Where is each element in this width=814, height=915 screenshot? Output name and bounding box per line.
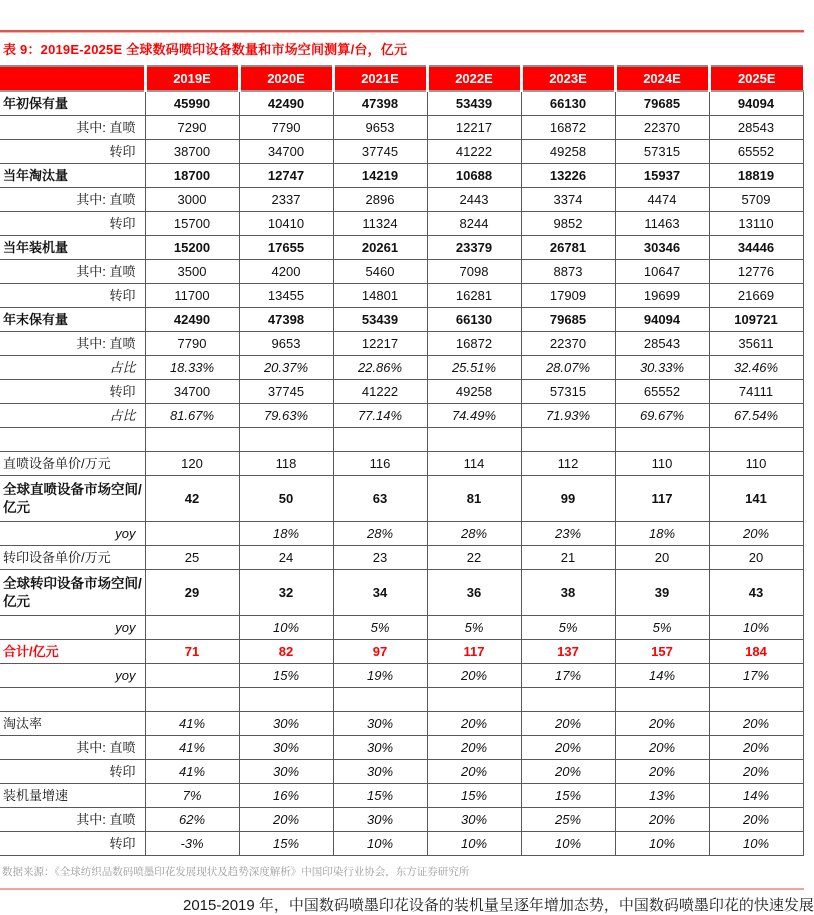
cell: 32 [239,570,333,616]
cell: 15% [333,784,427,808]
cell: 71 [145,640,239,664]
cell: 34 [333,570,427,616]
column-header: 2021E [333,66,427,91]
cell: 21 [521,546,615,570]
row-label: 转印 [0,140,145,164]
cell: 94094 [615,308,709,332]
cell: 28.07% [521,356,615,380]
cell: 13% [615,784,709,808]
cell: 30% [239,712,333,736]
cell: 10410 [239,212,333,236]
cell: 10% [239,616,333,640]
cell: 20 [615,546,709,570]
cell: 11463 [615,212,709,236]
cell: 65552 [615,380,709,404]
table-row [0,116,803,140]
cell: 10688 [427,164,521,188]
cell: 81 [427,476,521,522]
table-header-row [0,66,803,91]
row-label: 其中: 直喷 [0,260,145,284]
cell: 141 [709,476,803,522]
cell: 47398 [239,308,333,332]
table-row [0,308,803,332]
table-row [0,164,803,188]
table-row [0,452,803,476]
cell: 16872 [521,116,615,140]
cell: 2896 [333,188,427,212]
table-title: 表 9：2019E-2025E 全球数码喷印设备数量和市场空间测算/台，亿元 [3,42,408,57]
cell: 28% [333,522,427,546]
cell: 24 [239,546,333,570]
cell: 117 [615,476,709,522]
cell: 20% [709,522,803,546]
cell: 20% [615,736,709,760]
cell: 157 [615,640,709,664]
cell: 7790 [145,332,239,356]
cell: 117 [427,640,521,664]
cell: 30% [333,808,427,832]
cell: 3374 [521,188,615,212]
table-row [0,640,803,664]
table-row [0,570,803,616]
row-label: 转印 [0,760,145,784]
cell: 17909 [521,284,615,308]
cell: 5% [333,616,427,640]
row-label: 当年装机量 [0,236,145,260]
table-row [0,356,803,380]
cell: 26781 [521,236,615,260]
cell: 10% [333,832,427,856]
cell: -3% [145,832,239,856]
cell: 20% [615,808,709,832]
cell: 34700 [145,380,239,404]
table-row [0,476,803,522]
cell: 25% [521,808,615,832]
cell: 34700 [239,140,333,164]
cell: 23 [333,546,427,570]
row-label: yoy [0,664,145,688]
cell: 22370 [615,116,709,140]
cell: 50 [239,476,333,522]
cell: 5% [521,616,615,640]
cell: 9653 [333,116,427,140]
cell: 20% [709,808,803,832]
corner-cell [0,66,145,91]
cell: 15937 [615,164,709,188]
cell: 38 [521,570,615,616]
cell: 39 [615,570,709,616]
cell: 118 [239,452,333,476]
cell [615,428,709,452]
table-row [0,784,803,808]
cell: 20% [709,712,803,736]
cell [615,688,709,712]
cell: 137 [521,640,615,664]
cell: 13110 [709,212,803,236]
row-label [0,688,145,712]
cell: 20% [615,712,709,736]
table-row [0,760,803,784]
table-row [0,212,803,236]
table-row [0,284,803,308]
cell: 12217 [427,116,521,140]
cell [427,688,521,712]
cell: 17655 [239,236,333,260]
cell: 5709 [709,188,803,212]
cell: 4200 [239,260,333,284]
cell: 41222 [427,140,521,164]
cell: 71.93% [521,404,615,428]
column-header: 2019E [145,66,239,91]
cell: 69.67% [615,404,709,428]
cell: 20% [427,664,521,688]
cell: 20% [427,736,521,760]
source-note: 数据来源：《全球纺织品数码喷墨印花发展现状及趋势深度解析》中国印染行业协会，东方证券研究所 [2,866,470,878]
cell [145,688,239,712]
cell: 29 [145,570,239,616]
cell: 77.14% [333,404,427,428]
cell: 30% [333,760,427,784]
cell: 3000 [145,188,239,212]
row-label: yoy [0,616,145,640]
cell: 16281 [427,284,521,308]
cell: 30346 [615,236,709,260]
cell: 10647 [615,260,709,284]
cell: 12217 [333,332,427,356]
cell: 25.51% [427,356,521,380]
cell: 15% [239,664,333,688]
cell: 32.46% [709,356,803,380]
cell: 18819 [709,164,803,188]
cell: 5% [615,616,709,640]
cell: 53439 [333,308,427,332]
cell: 37745 [239,380,333,404]
table-row [0,712,803,736]
cell: 23379 [427,236,521,260]
cell: 42 [145,476,239,522]
cell: 42490 [145,308,239,332]
cell: 15200 [145,236,239,260]
row-label: 转印 [0,212,145,236]
row-label: 装机量增速 [0,784,145,808]
cell: 99 [521,476,615,522]
cell [145,616,239,640]
cell: 47398 [333,91,427,116]
cell: 66130 [521,91,615,116]
cell: 13226 [521,164,615,188]
cell: 13455 [239,284,333,308]
row-label: 其中: 直喷 [0,736,145,760]
table-row [0,236,803,260]
cell: 15% [427,784,521,808]
cell [239,428,333,452]
cell: 114 [427,452,521,476]
cell: 7098 [427,260,521,284]
cell: 20% [427,712,521,736]
cell [145,428,239,452]
table-row [0,664,803,688]
column-header: 2024E [615,66,709,91]
row-label: 当年淘汰量 [0,164,145,188]
report-page [0,30,814,914]
cell: 7790 [239,116,333,140]
cell: 2337 [239,188,333,212]
cell: 23% [521,522,615,546]
cell: 35611 [709,332,803,356]
cell [709,428,803,452]
table-row [0,832,803,856]
table-row [0,332,803,356]
cell [521,428,615,452]
cell: 19% [333,664,427,688]
cell: 79685 [521,308,615,332]
cell: 20% [521,712,615,736]
table-row [0,91,803,116]
cell: 41% [145,760,239,784]
cell: 34446 [709,236,803,260]
row-label: 全球转印设备市场空间/亿元 [0,570,145,616]
cell: 16872 [427,332,521,356]
spacer-row [0,428,803,452]
row-label: 合计/亿元 [0,640,145,664]
row-label: 占比 [0,356,145,380]
cell: 184 [709,640,803,664]
cell: 45990 [145,91,239,116]
cell [521,688,615,712]
cell: 74111 [709,380,803,404]
row-label: 淘汰率 [0,712,145,736]
cell: 30% [239,760,333,784]
table-row [0,380,803,404]
cell: 15700 [145,212,239,236]
cell: 15% [239,832,333,856]
cell: 2443 [427,188,521,212]
cell: 5% [427,616,521,640]
cell: 10% [709,616,803,640]
cell: 110 [615,452,709,476]
cell: 20% [615,760,709,784]
row-label: 转印 [0,284,145,308]
cell: 10% [521,832,615,856]
cell: 36 [427,570,521,616]
cell: 41% [145,736,239,760]
cell: 109721 [709,308,803,332]
cell: 66130 [427,308,521,332]
cell: 43 [709,570,803,616]
cell: 20% [709,760,803,784]
cell: 112 [521,452,615,476]
cell: 14801 [333,284,427,308]
column-header: 2023E [521,66,615,91]
table-row [0,546,803,570]
cell: 120 [145,452,239,476]
cell: 14% [709,784,803,808]
cell: 62% [145,808,239,832]
column-header: 2020E [239,66,333,91]
cell: 49258 [521,140,615,164]
cell: 37745 [333,140,427,164]
cell: 25 [145,546,239,570]
cell: 38700 [145,140,239,164]
cell: 28% [427,522,521,546]
cell: 94094 [709,91,803,116]
cell: 20 [709,546,803,570]
cell: 10% [709,832,803,856]
cell: 9653 [239,332,333,356]
column-header: 2025E [709,66,803,91]
cell: 22370 [521,332,615,356]
cell: 57315 [521,380,615,404]
cell: 41% [145,712,239,736]
cell: 19699 [615,284,709,308]
cell: 14% [615,664,709,688]
cell: 7290 [145,116,239,140]
cell: 18% [615,522,709,546]
row-label: 全球直喷设备市场空间/亿元 [0,476,145,522]
cell [333,428,427,452]
body-paragraph: 2015-2019 年，中国数码喷墨印花设备的装机量呈逐年增加态势，中国数码喷墨印花的快速发展 [183,897,814,914]
cell [427,428,521,452]
cell: 28543 [615,332,709,356]
cell: 30% [239,736,333,760]
cell: 10% [427,832,521,856]
cell: 81.67% [145,404,239,428]
cell: 5460 [333,260,427,284]
cell: 20% [521,736,615,760]
row-label [0,428,145,452]
row-label: 直喷设备单价/万元 [0,452,145,476]
cell: 74.49% [427,404,521,428]
cell: 22 [427,546,521,570]
cell: 11700 [145,284,239,308]
table-row [0,522,803,546]
table-row [0,188,803,212]
cell: 11324 [333,212,427,236]
row-label: 其中: 直喷 [0,332,145,356]
cell: 12776 [709,260,803,284]
table-row [0,616,803,640]
cell: 20% [709,736,803,760]
cell: 82 [239,640,333,664]
data-table [0,65,804,856]
table-row [0,736,803,760]
cell: 20% [239,808,333,832]
cell: 53439 [427,91,521,116]
cell: 16% [239,784,333,808]
cell: 20261 [333,236,427,260]
cell: 21669 [709,284,803,308]
cell [239,688,333,712]
table-row [0,808,803,832]
cell [333,688,427,712]
row-label: 年末保有量 [0,308,145,332]
cell: 9852 [521,212,615,236]
cell: 22.86% [333,356,427,380]
cell: 57315 [615,140,709,164]
row-label: yoy [0,522,145,546]
cell: 41222 [333,380,427,404]
cell: 8873 [521,260,615,284]
cell: 17% [521,664,615,688]
row-label: 转印 [0,832,145,856]
cell [709,688,803,712]
cell: 30% [333,712,427,736]
row-label: 年初保有量 [0,91,145,116]
cell [145,522,239,546]
cell: 42490 [239,91,333,116]
row-label: 占比 [0,404,145,428]
table-row [0,260,803,284]
cell: 116 [333,452,427,476]
cell: 63 [333,476,427,522]
cell: 20% [521,760,615,784]
cell [145,664,239,688]
cell: 18% [239,522,333,546]
row-label: 其中: 直喷 [0,188,145,212]
cell: 79.63% [239,404,333,428]
cell: 15% [521,784,615,808]
row-label: 转印设备单价/万元 [0,546,145,570]
cell: 110 [709,452,803,476]
cell: 30% [333,736,427,760]
cell: 3500 [145,260,239,284]
row-label: 转印 [0,380,145,404]
cell: 10% [615,832,709,856]
row-label: 其中: 直喷 [0,116,145,140]
spacer-row [0,688,803,712]
cell: 65552 [709,140,803,164]
cell: 14219 [333,164,427,188]
cell: 30.33% [615,356,709,380]
cell: 49258 [427,380,521,404]
cell: 67.54% [709,404,803,428]
cell: 17% [709,664,803,688]
section-divider [0,888,804,890]
cell: 12747 [239,164,333,188]
cell: 18.33% [145,356,239,380]
cell: 79685 [615,91,709,116]
cell: 20% [427,760,521,784]
cell: 20.37% [239,356,333,380]
cell: 7% [145,784,239,808]
cell: 18700 [145,164,239,188]
cell: 28543 [709,116,803,140]
cell: 4474 [615,188,709,212]
row-label: 其中: 直喷 [0,808,145,832]
column-header: 2022E [427,66,521,91]
table-row [0,140,803,164]
cell: 97 [333,640,427,664]
cell: 30% [427,808,521,832]
table-row [0,404,803,428]
cell: 8244 [427,212,521,236]
